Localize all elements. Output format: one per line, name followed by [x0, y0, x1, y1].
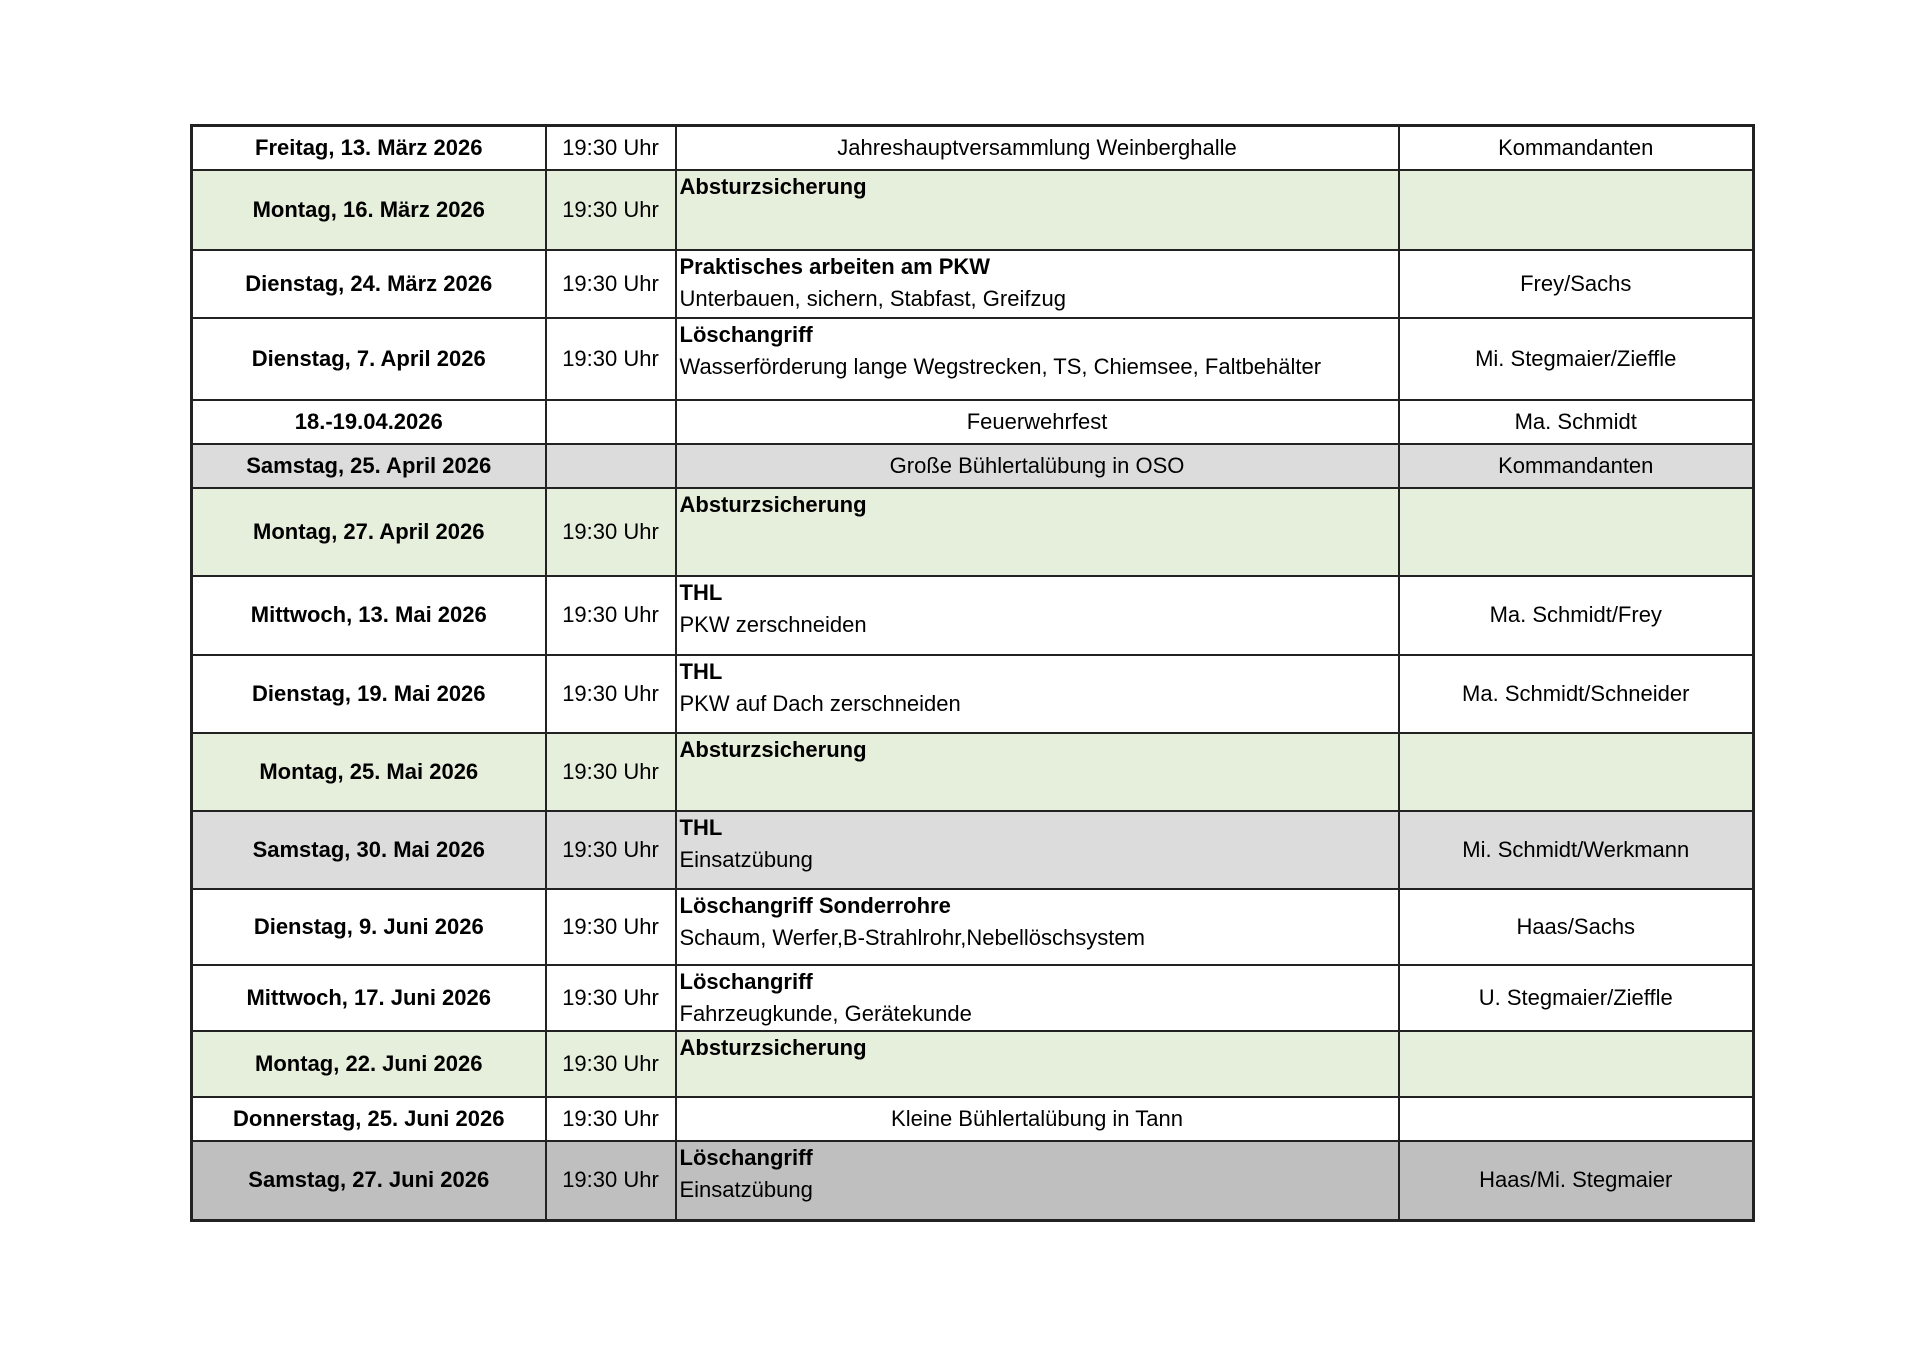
cell-topic [676, 250, 1399, 318]
table-row [192, 170, 1754, 250]
cell-time: 19:30 Uhr [546, 488, 676, 576]
cell-topic [676, 170, 1399, 250]
cell-date: 18.-19.04.2026 [192, 400, 546, 444]
topic-title: Löschangriff [679, 1144, 813, 1170]
topic-detail: Einsatzübung [679, 846, 813, 872]
topic-title: Große Bühlertalübung in OSO [889, 452, 1185, 478]
cell-date: Samstag, 27. Juni 2026 [192, 1141, 546, 1221]
cell-date: Dienstag, 7. April 2026 [192, 318, 546, 400]
cell-time [546, 400, 676, 444]
cell-lead: Kommandanten [1399, 126, 1754, 170]
cell-lead: Mi. Stegmaier/Zieffle [1399, 318, 1754, 400]
cell-lead: Frey/Sachs [1399, 250, 1754, 318]
cell-topic [676, 965, 1399, 1031]
topic-detail: Fahrzeugkunde, Gerätekunde [679, 1000, 972, 1026]
cell-date: Montag, 16. März 2026 [192, 170, 546, 250]
cell-topic [676, 1141, 1399, 1221]
topic-detail: PKW zerschneiden [679, 611, 867, 637]
cell-lead: U. Stegmaier/Zieffle [1399, 965, 1754, 1031]
table-row [192, 733, 1754, 811]
cell-topic [676, 655, 1399, 733]
topic-detail: PKW auf Dach zerschneiden [679, 690, 961, 716]
cell-time: 19:30 Uhr [546, 1097, 676, 1141]
cell-date: Dienstag, 9. Juni 2026 [192, 889, 546, 965]
cell-lead: Ma. Schmidt/Schneider [1399, 655, 1754, 733]
table-row [192, 400, 1754, 444]
schedule-table [190, 124, 1755, 1222]
cell-topic [676, 1097, 1399, 1141]
table-row [192, 126, 1754, 170]
cell-date: Samstag, 30. Mai 2026 [192, 811, 546, 889]
topic-title: Löschangriff [679, 968, 813, 994]
topic-title: THL [679, 579, 723, 605]
cell-topic [676, 318, 1399, 400]
cell-date: Montag, 22. Juni 2026 [192, 1031, 546, 1097]
topic-title: Absturzsicherung [679, 736, 867, 762]
table-row [192, 811, 1754, 889]
cell-topic [676, 1031, 1399, 1097]
topic-title: Kleine Bühlertalübung in Tann [891, 1105, 1183, 1131]
topic-detail: Unterbauen, sichern, Stabfast, Greifzug [679, 285, 1066, 311]
cell-lead [1399, 488, 1754, 576]
topic-detail: Schaum, Werfer,B-Strahlrohr,Nebellöschsystem [679, 924, 1145, 950]
cell-lead [1399, 1031, 1754, 1097]
cell-lead: Ma. Schmidt/Frey [1399, 576, 1754, 655]
cell-date: Dienstag, 19. Mai 2026 [192, 655, 546, 733]
cell-date: Mittwoch, 17. Juni 2026 [192, 965, 546, 1031]
cell-time: 19:30 Uhr [546, 576, 676, 655]
cell-time: 19:30 Uhr [546, 889, 676, 965]
topic-title: Absturzsicherung [679, 1034, 867, 1060]
cell-lead: Kommandanten [1399, 444, 1754, 488]
topic-title: Absturzsicherung [679, 491, 867, 517]
cell-lead: Haas/Mi. Stegmaier [1399, 1141, 1754, 1221]
cell-time: 19:30 Uhr [546, 250, 676, 318]
cell-lead [1399, 170, 1754, 250]
cell-lead: Mi. Schmidt/Werkmann [1399, 811, 1754, 889]
cell-time [546, 444, 676, 488]
table-row [192, 576, 1754, 655]
topic-title: Absturzsicherung [679, 173, 867, 199]
cell-topic [676, 576, 1399, 655]
cell-topic [676, 811, 1399, 889]
cell-lead [1399, 1097, 1754, 1141]
cell-time: 19:30 Uhr [546, 655, 676, 733]
cell-lead: Ma. Schmidt [1399, 400, 1754, 444]
cell-topic [676, 889, 1399, 965]
cell-topic [676, 488, 1399, 576]
topic-detail: Wasserförderung lange Wegstrecken, TS, Chiemsee, Faltbehälter [679, 353, 1322, 379]
cell-time: 19:30 Uhr [546, 318, 676, 400]
cell-time: 19:30 Uhr [546, 170, 676, 250]
cell-time: 19:30 Uhr [546, 965, 676, 1031]
cell-lead: Haas/Sachs [1399, 889, 1754, 965]
cell-topic [676, 400, 1399, 444]
cell-lead [1399, 733, 1754, 811]
table-row [192, 889, 1754, 965]
cell-time: 19:30 Uhr [546, 811, 676, 889]
cell-time: 19:30 Uhr [546, 733, 676, 811]
table-row [192, 488, 1754, 576]
cell-time: 19:30 Uhr [546, 126, 676, 170]
cell-date: Dienstag, 24. März 2026 [192, 250, 546, 318]
cell-date: Samstag, 25. April 2026 [192, 444, 546, 488]
topic-title: THL [679, 814, 723, 840]
table-row [192, 1031, 1754, 1097]
cell-date: Mittwoch, 13. Mai 2026 [192, 576, 546, 655]
schedule-body [192, 126, 1754, 1221]
cell-topic [676, 733, 1399, 811]
topic-title: Löschangriff Sonderrohre [679, 892, 951, 918]
table-row [192, 1097, 1754, 1141]
topic-detail: Einsatzübung [679, 1176, 813, 1202]
topic-title: Feuerwehrfest [966, 408, 1108, 434]
cell-date: Freitag, 13. März 2026 [192, 126, 546, 170]
cell-time: 19:30 Uhr [546, 1031, 676, 1097]
cell-date: Donnerstag, 25. Juni 2026 [192, 1097, 546, 1141]
table-row [192, 965, 1754, 1031]
cell-topic [676, 444, 1399, 488]
cell-topic [676, 126, 1399, 170]
table-row [192, 444, 1754, 488]
cell-time: 19:30 Uhr [546, 1141, 676, 1221]
table-row [192, 1141, 1754, 1221]
topic-title: Jahreshauptversammlung Weinberghalle [837, 134, 1237, 160]
topic-title: Löschangriff [679, 321, 813, 347]
cell-date: Montag, 27. April 2026 [192, 488, 546, 576]
table-row [192, 250, 1754, 318]
topic-title: Praktisches arbeiten am PKW [679, 253, 991, 279]
table-row [192, 655, 1754, 733]
topic-title: THL [679, 658, 723, 684]
table-row [192, 318, 1754, 400]
cell-date: Montag, 25. Mai 2026 [192, 733, 546, 811]
